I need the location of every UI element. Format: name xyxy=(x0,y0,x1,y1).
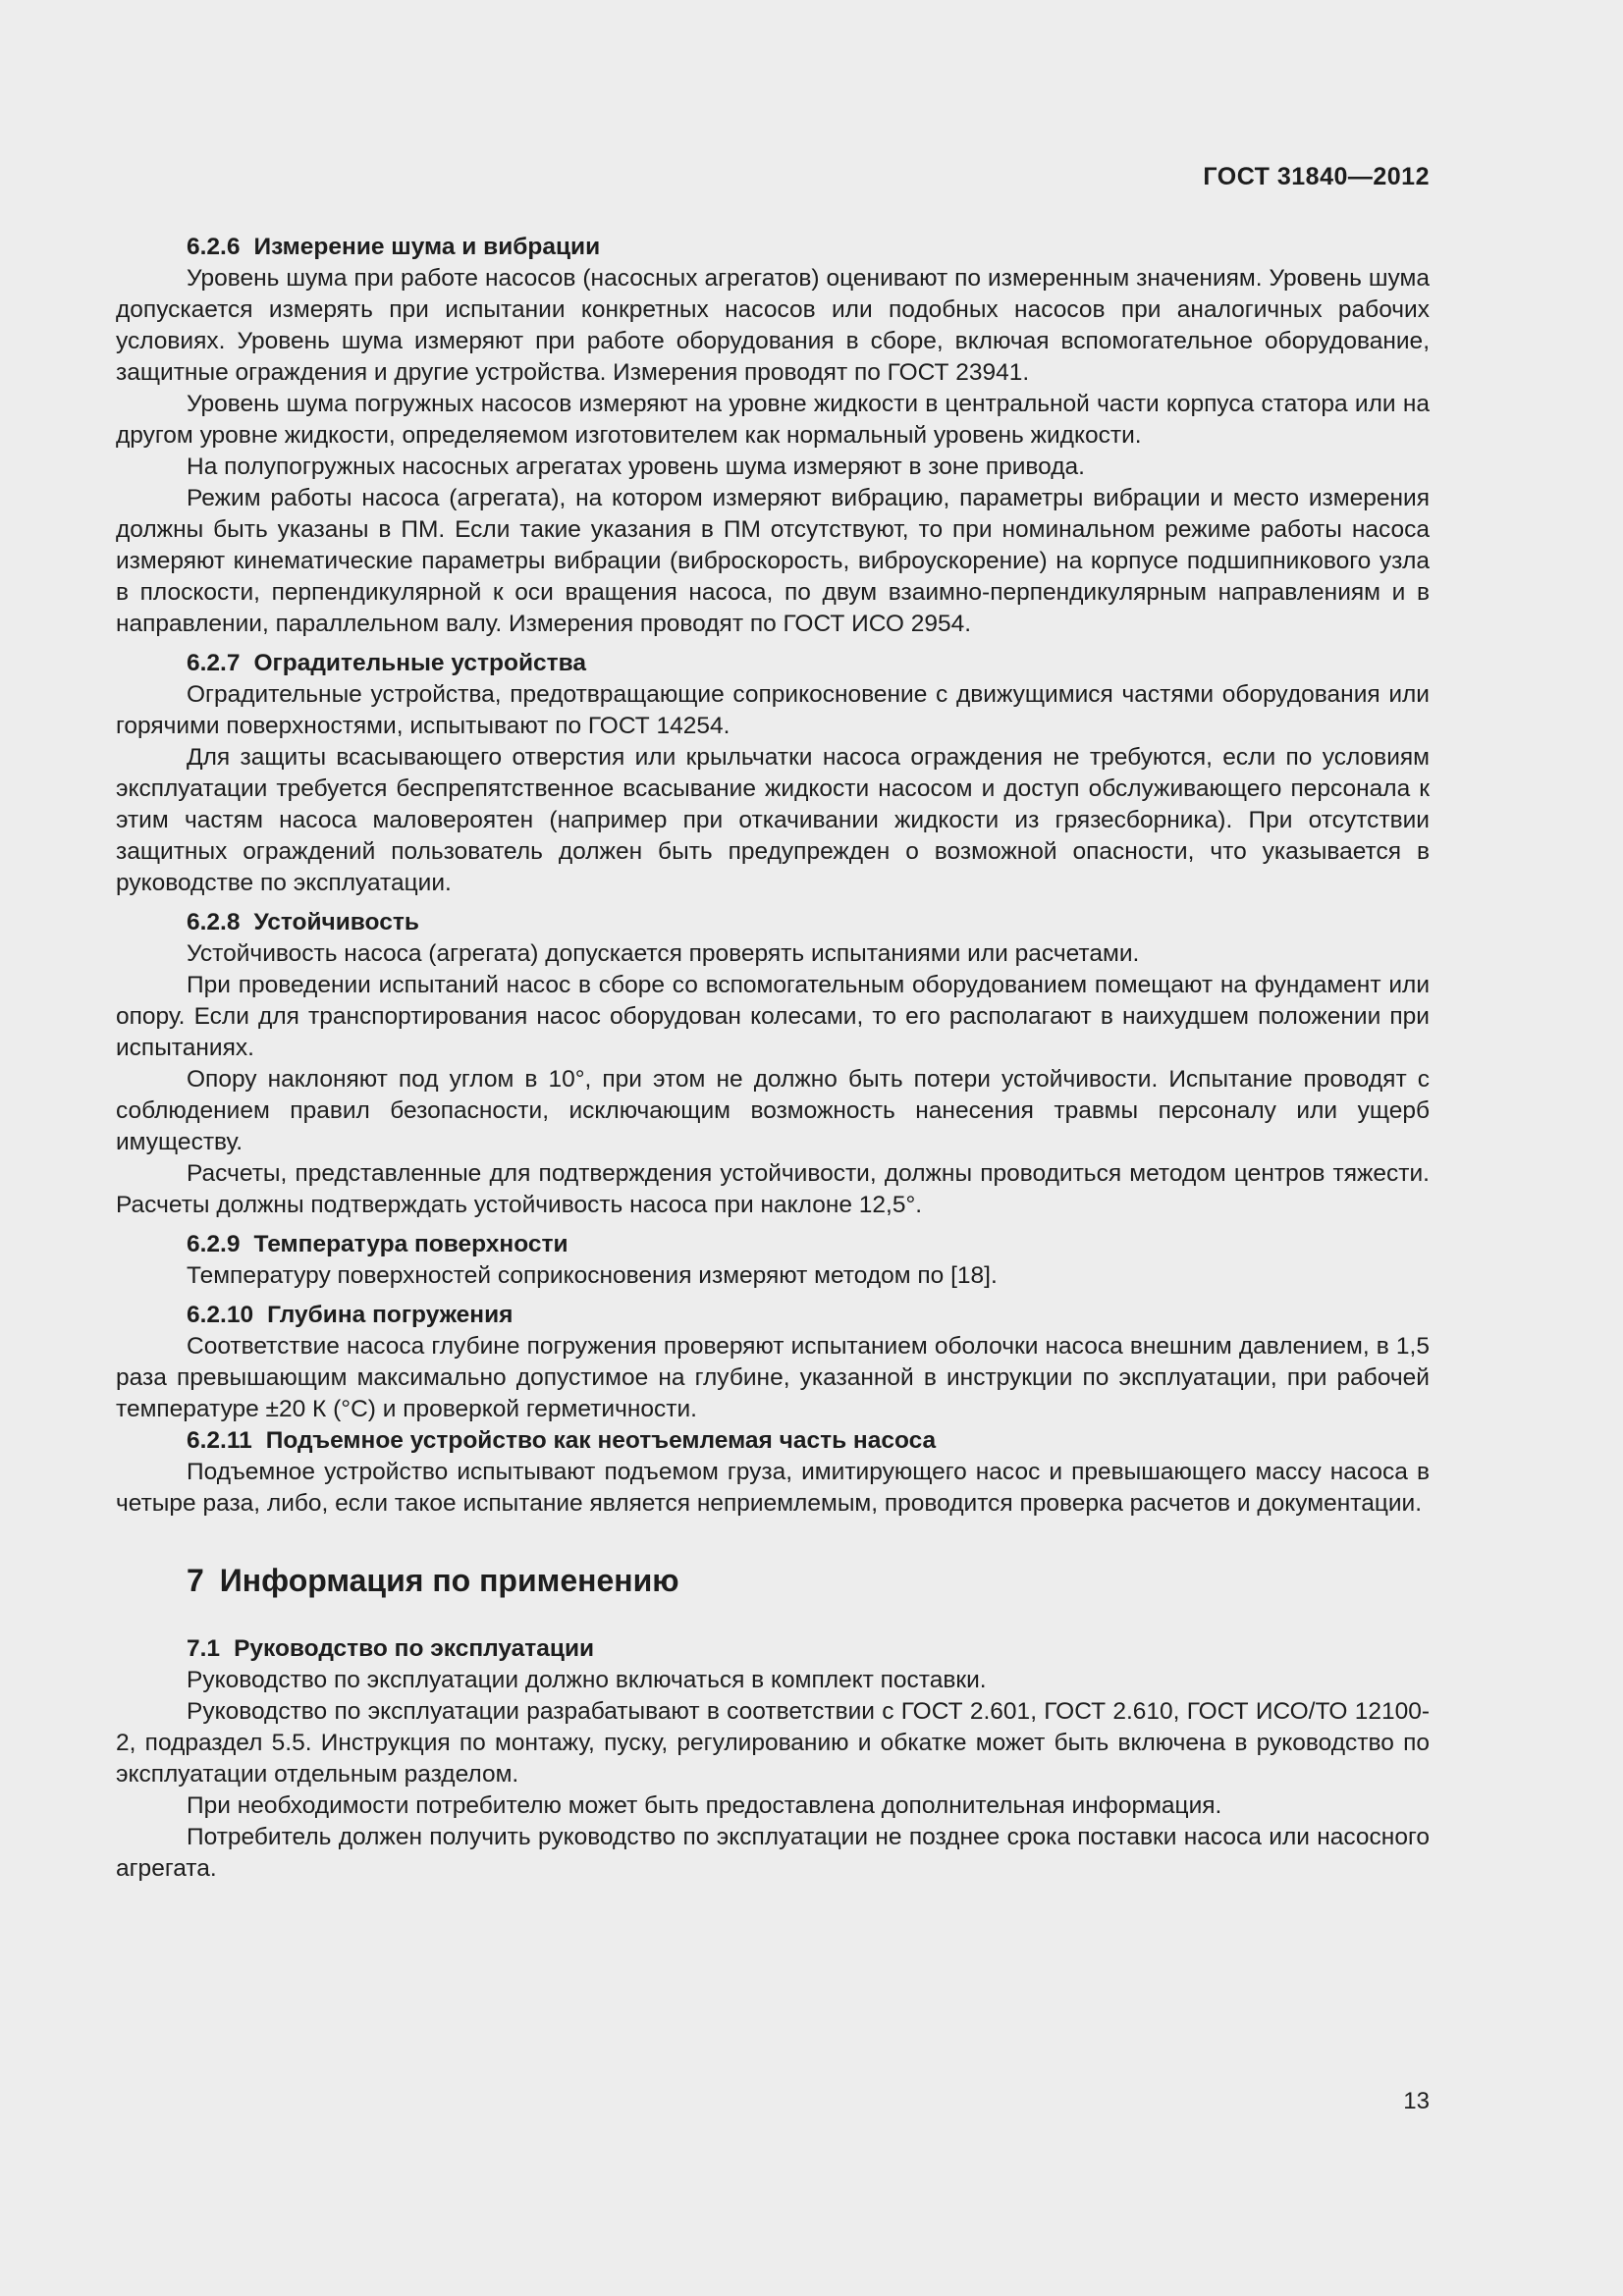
section-number: 6.2.6 xyxy=(187,234,241,260)
chapter-heading xyxy=(116,1561,1430,1600)
section-title: Подъемное устройство как неотъемлемая часть насоса xyxy=(265,1427,937,1454)
paragraph: Оградительные устройства, предотвращающие соприкосновение с движущимися частями оборудования или горячими поверхностями, испытывают по ГОСТ 14254. xyxy=(116,681,1430,739)
paragraph: Соответствие насоса глубине погружения проверяют испытанием оболочки насоса внешним давлением, в 1,5 раза превышающим максимально допустимое на глубине, указанной в инструкции по эксплуатации, при рабочей температуре ±20 К (°С) и проверкой герметичности. xyxy=(116,1333,1430,1422)
section-heading xyxy=(116,1633,1430,1665)
section-number: 6.2.9 xyxy=(187,1231,241,1257)
section-heading xyxy=(116,907,1430,938)
section-title: Глубина погружения xyxy=(267,1302,514,1328)
paragraph: Расчеты, представленные для подтверждения устойчивости, должны проводиться методом центров тяжести. Расчеты должны подтверждать устойчивость насоса при наклоне 12,5°. xyxy=(116,1160,1430,1218)
chapter-number: 7 xyxy=(187,1563,204,1598)
page-number: 13 xyxy=(1403,2088,1430,2114)
section-heading xyxy=(116,1425,1430,1457)
section-6-2-11 xyxy=(116,1425,1430,1520)
paragraph: При проведении испытаний насос в сборе со вспомогательным оборудованием помещают на фундамент или опору. Если для транспортирования насос оборудован колесами, то его располагают в наихудшем положении при испытаниях. xyxy=(116,972,1430,1061)
paragraph: Режим работы насоса (агрегата), на котором измеряют вибрацию, параметры вибрации и место измерения должны быть указаны в ПМ. Если такие указания в ПМ отсутствуют, то при номинальном режиме работы насоса измеряют кинематические параметры вибрации (виброскорость, виброускорение) на корпусе подшипникового узла в плоскости, перпендикулярной к оси вращения насоса, по двум взаимно-перпендикулярным направлениям и в направлении, параллельном валу. Измерения проводят по ГОСТ ИСО 2954. xyxy=(116,485,1430,637)
chapter-title: Информация по применению xyxy=(219,1563,679,1598)
paragraph: Руководство по эксплуатации разрабатывают в соответствии с ГОСТ 2.601, ГОСТ 2.610, ГОСТ ИСО/ТО 12100-2, подраздел 5.5. Инструкция по монтажу, пуску, регулированию и обкатке может быть включена в руководство по эксплуатации отдельным разделом. xyxy=(116,1698,1430,1788)
section-number: 7.1 xyxy=(187,1635,221,1662)
section-6-2-10 xyxy=(116,1300,1430,1425)
document-header xyxy=(1203,163,1430,191)
section-title: Руководство по эксплуатации xyxy=(234,1635,595,1662)
section-7-1 xyxy=(116,1633,1430,1885)
section-title: Измерение шума и вибрации xyxy=(253,234,601,260)
section-title: Температура поверхности xyxy=(253,1231,568,1257)
paragraph: На полупогружных насосных агрегатах уровень шума измеряют в зоне привода. xyxy=(187,454,1085,480)
section-heading xyxy=(116,648,1430,679)
paragraph: Температуру поверхностей соприкосновения измеряют методом по [18]. xyxy=(187,1262,998,1289)
section-number: 6.2.11 xyxy=(187,1427,252,1454)
section-6-2-8 xyxy=(116,907,1430,1221)
section-heading xyxy=(116,1300,1430,1331)
section-heading xyxy=(116,1229,1430,1260)
page-body xyxy=(116,232,1430,1885)
section-number: 6.2.10 xyxy=(187,1302,254,1328)
section-title: Оградительные устройства xyxy=(253,650,586,676)
paragraph: Потребитель должен получить руководство по эксплуатации не позднее срока поставки насоса или насосного агрегата. xyxy=(116,1824,1430,1882)
paragraph: Для защиты всасывающего отверстия или крыльчатки насоса ограждения не требуются, если по условиям эксплуатации требуется беспрепятственное всасывание жидкости насосом и доступ обслуживающего персонала к этим частям насоса маловероятен (например при откачивании жидкости из грязесборника). При отсутствии защитных ограждений пользователь должен быть предупрежден о возможной опасности, что указывается в руководстве по эксплуатации. xyxy=(116,744,1430,896)
paragraph: Подъемное устройство испытывают подъемом груза, имитирующего насос и превышающего массу насоса в четыре раза, либо, если такое испытание является неприемлемым, проводится проверка расчетов и документации. xyxy=(116,1459,1430,1517)
doc-code: ГОСТ 31840—2012 xyxy=(1203,163,1430,190)
paragraph: Уровень шума погружных насосов измеряют на уровне жидкости в центральной части корпуса статора или на другом уровне жидкости, определяемом изготовителем как нормальный уровень жидкости. xyxy=(116,391,1430,449)
section-number: 6.2.7 xyxy=(187,650,241,676)
paragraph: Руководство по эксплуатации должно включаться в комплект поставки. xyxy=(187,1667,987,1693)
paragraph: При необходимости потребителю может быть предоставлена дополнительная информация. xyxy=(187,1792,1222,1819)
paragraph: Устойчивость насоса (агрегата) допускается проверять испытаниями или расчетами. xyxy=(187,940,1140,967)
section-title: Устойчивость xyxy=(253,909,419,935)
section-6-2-6 xyxy=(116,232,1430,640)
section-number: 6.2.8 xyxy=(187,909,241,935)
paragraph: Уровень шума при работе насосов (насосных агрегатов) оценивают по измеренным значениям. Уровень шума допускается измерять при испытании конкретных насосов или подобных насосов при аналогичных рабочих условиях. Уровень шума измеряют при работе оборудования в сборе, включая вспомогательное оборудование, защитные ограждения и другие устройства. Измерения проводят по ГОСТ 23941. xyxy=(116,265,1430,386)
section-6-2-7 xyxy=(116,648,1430,899)
section-6-2-9 xyxy=(116,1229,1430,1292)
paragraph: Опору наклоняют под углом в 10°, при этом не должно быть потери устойчивости. Испытание проводят с соблюдением правил безопасности, исключающим возможность нанесения травмы персоналу или ущерб имуществу. xyxy=(116,1066,1430,1155)
section-heading xyxy=(116,232,1430,263)
